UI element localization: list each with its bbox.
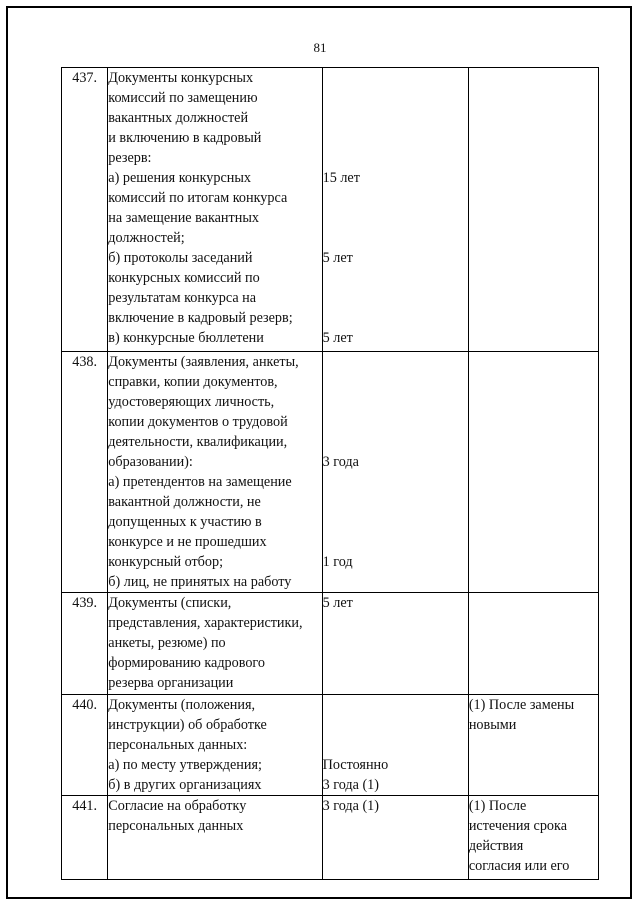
item-number: 440.	[62, 695, 108, 796]
item-title: Документы (положения, инструкции) об обработке персональных данных: а) по месту утверждения; б) в других организациях	[108, 695, 322, 796]
item-note	[468, 352, 598, 593]
table-row	[62, 796, 599, 880]
storage-term: 3 года 1 год	[322, 352, 468, 593]
item-note	[468, 593, 598, 695]
item-title: Документы (заявления, анкеты, справки, копии документов, удостоверяющих личность, копии документов о трудовой деятельности, квалификации, образовании): а) претендентов на замещение вакантной должности, не допущенных к участию в конкурсе и не прошедших конкурсный отбор; б) лиц, не принятых на работу	[108, 352, 322, 593]
item-title: Согласие на обработку персональных данных	[108, 796, 322, 880]
table-row	[62, 352, 599, 593]
item-number: 438.	[62, 352, 108, 593]
item-note	[468, 68, 598, 352]
item-number: 439.	[62, 593, 108, 695]
item-number: 437.	[62, 68, 108, 352]
item-title: Документы конкурсных комиссий по замещению вакантных должностей и включению в кадровый резерв: а) решения конкурсных комиссий по итогам конкурса на замещение вакантных должностей; б) протоколы заседаний конкурсных комиссий по результатам конкурса на включение в кадровый резерв; в) конкурсные бюллетени	[108, 68, 322, 352]
records-table	[61, 67, 599, 880]
storage-term: 15 лет 5 лет 5 лет	[322, 68, 468, 352]
item-note: (1) После истечения срока действия согласия или его	[468, 796, 598, 880]
item-title: Документы (списки, представления, характеристики, анкеты, резюме) по формированию кадрового резерва организации	[108, 593, 322, 695]
storage-term: 5 лет	[322, 593, 468, 695]
table-row	[62, 68, 599, 352]
storage-term: Постоянно 3 года (1)	[322, 695, 468, 796]
item-number: 441.	[62, 796, 108, 880]
item-note: (1) После замены новыми	[468, 695, 598, 796]
table-row	[62, 695, 599, 796]
storage-term: 3 года (1)	[322, 796, 468, 880]
table-row	[62, 593, 599, 695]
page-number: 81	[313, 40, 327, 55]
